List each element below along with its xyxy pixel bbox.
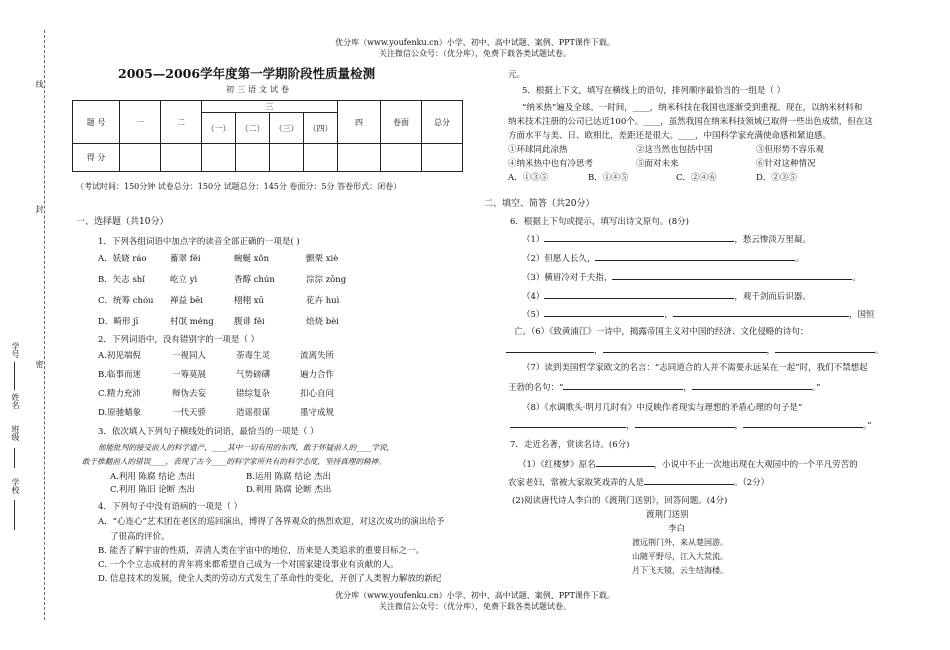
q7-1-score: 。（2分）	[734, 478, 770, 488]
score-table-header-3: 三	[202, 101, 338, 113]
q2-a-1: A.初见端倪	[98, 351, 141, 361]
q5-item-4: ④纳米热中也有冷思考	[508, 159, 594, 169]
q1-b-1: B．矢志 shǐ	[98, 275, 146, 285]
score-table-header-4: 四	[338, 101, 381, 144]
q6-1	[522, 232, 811, 245]
q2-c-2: 辩伪去妄	[172, 389, 207, 399]
q2-a-2: 一视同人	[172, 351, 207, 361]
question-4-option-b: B. 能否了解宇宙的性质，弄清人类在宇宙中的地位，历来是人类追求的重要目标之一。	[98, 546, 425, 556]
score-cell	[381, 144, 422, 172]
q5-opt-a: A．①③⑤	[508, 173, 549, 183]
q7-1-blank-2[interactable]	[644, 475, 734, 485]
q5-item-2: ②这当然也包括中国	[636, 145, 713, 155]
q7-1-mid: ，小说中不止一次地出现在大观园中的一个平凡劳苦的	[653, 460, 858, 470]
q2-b-3: 气势磅礴	[236, 370, 271, 380]
q6-3-text: （3）横眉冷对千夫指，	[522, 273, 613, 283]
q7-1-blank-1[interactable]	[596, 457, 654, 467]
q6-8-blank-1[interactable]	[510, 418, 626, 428]
question-6: 6．根据上下句或提示，填写出诗文原句。(8分)	[510, 217, 689, 227]
q5-item-5: ⑤面对未来	[636, 159, 679, 169]
q6-4-prefix: （4）	[522, 292, 545, 302]
q2-d-4: 墨守成规	[300, 408, 335, 418]
score-table-header-1: 一	[120, 101, 161, 144]
score-table-header-tihao: 题 号	[73, 101, 120, 144]
score-cell	[270, 144, 304, 172]
q1-d-4: 焙烧 bèi	[306, 317, 339, 327]
q6-3: （3）横眉冷对千夫指， 。	[522, 270, 861, 283]
q6-6-blank-3[interactable]	[775, 343, 875, 353]
score-table-header-juanmian: 卷面	[381, 101, 422, 144]
question-1: 1．下列各组词语中加点字的读音全部正确的一项是( )	[98, 237, 300, 247]
q2-b-2: 一筹莫展	[172, 370, 207, 380]
score-table-sub-3: （三）	[270, 113, 304, 144]
score-cell	[236, 144, 270, 172]
q2-a-3: 荼毒生灵	[236, 351, 271, 361]
header-line-1: 优分库（www.youfenku.cn）小学、初中、高中试题、案例、PPT课件下载。	[335, 38, 615, 47]
q7-1-line2-text: 农家老妇，常被大家取笑戏弄的人是	[508, 478, 645, 488]
footer-line-2: 关注微信公众号：（优分库），免费下载各类试题试卷。	[379, 602, 571, 611]
q7-2-text: (2)阅读唐代诗人李白的《渡荆门送别》，回答问题。(4分)	[512, 496, 728, 506]
question-1-options	[98, 252, 398, 336]
q6-4-suffix: ，观千剑而后识器。	[734, 292, 811, 302]
q6-1-suffix: ，愁云惨淡万里凝。	[734, 235, 811, 245]
binding-number-label: 学号	[11, 342, 20, 358]
q2-b-1: B.临事而迷	[98, 370, 141, 380]
poem-title: 渡荆门送别	[646, 510, 689, 520]
q6-2: （2）但愿人长久， 。	[522, 251, 804, 264]
q2-b-4: 遍力合作	[300, 370, 335, 380]
q6-5-blank-2[interactable]	[673, 307, 849, 317]
question-2-options	[98, 349, 398, 425]
score-table-sub-2: （二）	[236, 113, 270, 144]
score-table-header-total: 总分	[422, 101, 463, 144]
binding-school-line	[14, 500, 15, 530]
q6-6-answer: ， ， 。	[506, 343, 884, 356]
binding-school-label: 学校	[11, 478, 20, 494]
question-5-items	[508, 143, 868, 185]
header-line-2: 关注微信公众号：（优分库），免费下载各类试题试卷。	[379, 49, 571, 58]
q1-a-1: A．妖娆 ráo	[98, 254, 147, 264]
q5-item-1: ①环球同此凉热	[508, 145, 568, 155]
q6-6-text: 亡。（6）《致黄浦江》一诗中，揭露帝国主义对中国的经济、文化侵略的诗句：	[514, 327, 809, 337]
question-5-passage-2: 纳米技术注册的公司已达近100个。____，虽然我国在纳米科技领域已取得一些出色成绩，但在这	[508, 117, 873, 127]
q5-opt-c: C．②④⑥	[676, 173, 717, 183]
q2-d-3: 造谣很谋	[236, 408, 271, 418]
q1-a-4: 颤栗 xiè	[306, 254, 339, 264]
binding-class-label: 班级	[11, 425, 20, 441]
q1-c-4: 花卉 huì	[306, 296, 340, 306]
q2-c-3: 错综复杂	[236, 389, 271, 399]
question-3-option-b: B.运用 陈腐 结论 杰出	[246, 472, 332, 482]
q6-6-blank-2[interactable]	[603, 343, 767, 353]
question-3-option-c: C.利用 陈旧 论断 杰出	[110, 485, 196, 495]
q2-d-2: 一代天骄	[172, 408, 207, 418]
question-3-option-a: A.利用 陈腐 结论 杰出	[110, 472, 195, 482]
footer-line-1: 优分库（www.youfenku.cn）小学、初中、高中试题、案例、PPT课件下载。	[335, 591, 615, 600]
q6-5-suffix: ，国恒	[848, 310, 875, 320]
question-2: 2．下列词语中，没有错别字的一项是（ ）	[98, 335, 260, 345]
binding-number-line	[14, 362, 15, 390]
binding-mi: 密	[35, 360, 44, 368]
q1-c-3: 栩栩 xū	[234, 296, 264, 306]
q2-c-1: C.精力充沛	[98, 389, 141, 399]
binding-feng: 封	[35, 205, 44, 213]
question-4-option-c: C. 一个个立志成材的青年将来都希望自己成为一个对国家建设事业有贡献的人。	[98, 560, 399, 570]
q7-1-prefix: （1）《红楼梦》原名	[518, 460, 596, 470]
exam-subtitle: 初三语文试卷	[226, 85, 292, 94]
section-2-heading: 二、填空、简答（共20分）	[484, 199, 595, 209]
question-3-passage-2: 敢于推翻前人的错误____，表现了古今____的科学家所共有的科学态度，坚持真理的精神。	[82, 457, 386, 466]
question-7: 7．走近名著，赏读名诗。(6分)	[510, 440, 630, 450]
question-4-option-a-line-1: A．“心连心”艺术团在老区的巡回演出，博得了各界观众的热烈欢迎，对这次成功的演出给予	[98, 517, 445, 527]
poem-author: 李白	[668, 524, 686, 534]
q6-6-blank-1[interactable]	[506, 343, 594, 353]
score-table-sub-1: （一）	[202, 113, 236, 144]
question-5-passage-3: 方面水平与美、日、欧相比，差距还是很大。____，中国科学家充满使命感和紧迫感。	[508, 131, 832, 141]
q1-c-2: 禅益 bēi	[170, 296, 203, 306]
q6-7-text: （7）读到美国哲学家欧文的名言：“志同道合的人并不需要永远呆在一起”时，我们不禁想起	[522, 363, 868, 373]
q7-1-line-1	[518, 457, 858, 470]
q6-7-answer: 王勃的名句：“ ， 。”	[508, 380, 820, 393]
q1-d-3: 腹诽 fěi	[234, 317, 265, 327]
q1-d-2: 村氓 méng	[170, 317, 214, 327]
score-cell	[161, 144, 202, 172]
poem-line-3: 月下飞天镜，云生结海楼。	[632, 566, 728, 575]
poem-line-1: 渡远荆门外，来从楚国游。	[632, 538, 728, 547]
question-3-passage-1: 他能批判的接受前人的科学遗产，____其中一切有用的东西，敢于怀疑前人的____学说，	[98, 443, 395, 452]
q6-5: （5） ， ，国恒	[522, 307, 874, 320]
q6-4-blank[interactable]	[544, 289, 734, 299]
score-cell	[338, 144, 381, 172]
question-4-option-d: D. 信息技术的发展，使全人类的劳动方式发生了革命性的变化，开创了人类智力解放的新纪	[98, 574, 442, 584]
score-table-header-2: 二	[161, 101, 202, 144]
q5-item-3: ③但形势不容乐观	[756, 145, 825, 155]
score-table-sub-4: （四）	[304, 113, 338, 144]
binding-name-label: 姓名	[11, 393, 20, 409]
q1-b-4: 淙淙 zōng	[306, 275, 347, 285]
q6-5-prefix: （5）	[522, 310, 545, 320]
q1-a-3: 蜿蜒 xǒn	[234, 254, 270, 264]
section-1-heading: 一、选择题（共10分）	[76, 217, 169, 227]
q2-d-1: D.原驰蜡象	[98, 408, 142, 418]
score-table	[72, 100, 463, 172]
q6-8-answer: ， ， 。”	[510, 418, 872, 431]
score-table-score-label: 得 分	[73, 144, 120, 172]
q6-3-blank[interactable]	[612, 270, 852, 280]
q6-5-blank-1[interactable]	[544, 307, 664, 317]
binding-dashed-line	[44, 30, 45, 620]
score-cell	[304, 144, 338, 172]
q6-1-blank[interactable]	[544, 232, 734, 242]
score-cell	[202, 144, 236, 172]
binding-class-line	[14, 448, 15, 468]
score-cell	[422, 144, 463, 172]
q5-opt-b: B．①④⑤	[588, 173, 629, 183]
q1-b-3: 香醇 chún	[234, 275, 275, 285]
q6-4	[522, 289, 811, 302]
question-4-option-a-line-2: 了很高的评价。	[110, 532, 170, 542]
q6-8-blank-3[interactable]	[743, 418, 863, 428]
q6-7-blank-1[interactable]	[563, 380, 683, 390]
exam-info: （考试时间：150分钟 试卷总分：150分 试题总分：145分 卷面分：5分 答卷形式：闭卷）	[76, 182, 402, 191]
score-cell	[120, 144, 161, 172]
q7-1-line-2	[508, 475, 769, 488]
question-5: 5．根据上下文，填写在横线上的语句，排列顺序最恰当的一组是（ ）	[522, 86, 786, 96]
q6-2-text: （2）但愿人长久，	[522, 254, 596, 264]
question-3-option-d: D.利用 陈腐 论断 杰出	[246, 485, 332, 495]
poem-body	[632, 536, 728, 578]
q6-1-prefix: （1）	[522, 235, 545, 245]
q1-d-1: D．畸形 jī	[98, 317, 139, 327]
q6-7-blank-2[interactable]	[692, 380, 812, 390]
q6-2-blank[interactable]	[595, 251, 795, 261]
q2-a-4: 流离失所	[300, 351, 335, 361]
q1-b-2: 屹立 yì	[170, 275, 198, 285]
question-3: 3．依次填入下列句子横线处的词语，最恰当的一项是（ ）	[98, 427, 319, 437]
q2-c-4: 扣心自问	[300, 389, 335, 399]
binding-xian: 线	[35, 80, 44, 88]
question-4: 4．下列句子中没有语病的一项是（ ）	[98, 502, 243, 512]
exam-title: 2005—2006学年度第一学期阶段性质量检测	[118, 66, 376, 81]
q6-7-prefix: 王勃的名句：“	[508, 383, 564, 393]
question-5-passage-1: “纳米热”遍及全球。一时间，____，纳米科技在我国也逐渐受到重视。现在，以纳米材料和	[522, 103, 863, 113]
poem-line-2: 山随平野尽，江入大荒流。	[632, 552, 728, 561]
q4-continuation: 元。	[508, 70, 526, 80]
q5-item-6: ⑥针对这种情况	[756, 159, 816, 169]
q5-opt-d: D．②③⑤	[756, 173, 797, 183]
q1-c-1: C．统筹 chóu	[98, 296, 154, 306]
q6-8-blank-2[interactable]	[635, 418, 735, 428]
q6-8-text: （8）《水调歌头·明月几时有》中反映作者现实与理想的矛盾心理的句子是“	[522, 403, 803, 413]
q1-a-2: 蓄翠 fěi	[170, 254, 201, 264]
